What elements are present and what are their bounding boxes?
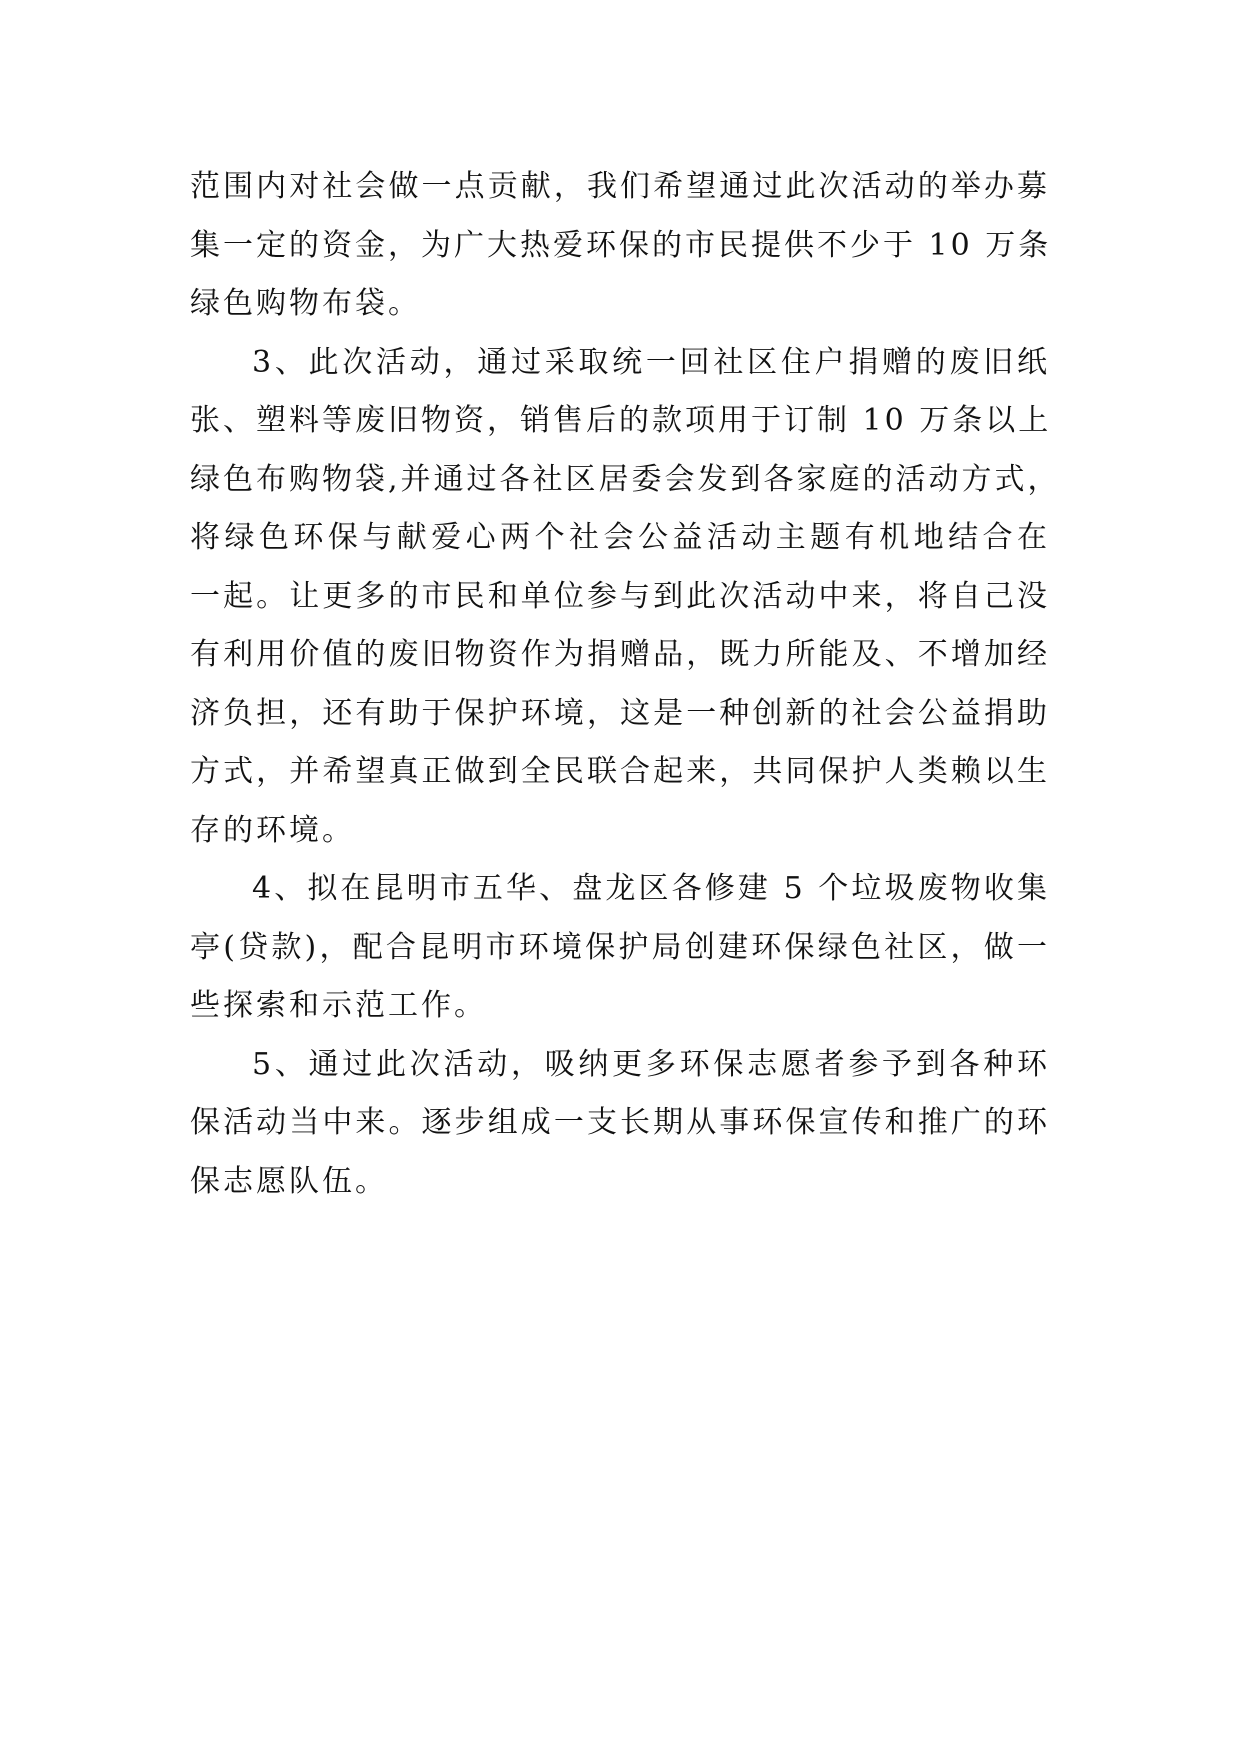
text-line: 3、此次活动，通过采取统一回社区住户捐赠的废旧纸 — [252, 344, 1050, 380]
text-line: 济负担，还有助于保护环境，这是一种创新的社会公益捐助 — [190, 695, 1050, 731]
text-line: 4、拟在昆明市五华、盘龙区各修建 5 个垃圾废物收集 — [252, 871, 1050, 906]
text-line: 亭(贷款)，配合昆明市环境保护局创建环保绿色社区，做一 — [190, 929, 1050, 965]
text-line: 将绿色环保与献爱心两个社会公益活动主题有机地结合在 — [190, 520, 1050, 555]
text-line: 保活动当中来。逐步组成一支长期从事环保宣传和推广的环 — [190, 1105, 1050, 1140]
text-line: 保志愿队伍。 — [190, 1163, 388, 1199]
document-body — [190, 158, 1061, 1211]
text-line: 集一定的资金，为广大热爱环保的市民提供不少于 10 万条 — [190, 227, 1052, 263]
paragraph-item-4 — [190, 860, 1050, 1036]
text-line: 方式，并希望真正做到全民联合起来，共同保护人类赖以生 — [190, 754, 1050, 789]
paragraph-item-3 — [190, 334, 1061, 861]
text-line: 5、通过此次活动，吸纳更多环保志愿者参予到各种环 — [252, 1046, 1050, 1082]
text-line: 绿色购物布袋。 — [190, 286, 421, 321]
text-line: 绿色布购物袋,并通过各社区居委会发到各家庭的活动方式， — [190, 461, 1061, 497]
text-line: 有利用价值的废旧物资作为捐赠品，既力所能及、不增加经 — [190, 637, 1050, 672]
text-line: 范围内对社会做一点贡献，我们希望通过此次活动的举办募 — [190, 169, 1050, 204]
text-line: 存的环境。 — [190, 812, 355, 848]
paragraph-intro-continuation — [190, 158, 1050, 334]
text-line: 一起。让更多的市民和单位参与到此次活动中来，将自己没 — [190, 578, 1050, 614]
text-line: 些探索和示范工作。 — [190, 988, 487, 1023]
paragraph-item-5 — [190, 1036, 1050, 1212]
text-line: 张、塑料等废旧物资，销售后的款项用于订制 10 万条以上 — [190, 403, 1052, 438]
